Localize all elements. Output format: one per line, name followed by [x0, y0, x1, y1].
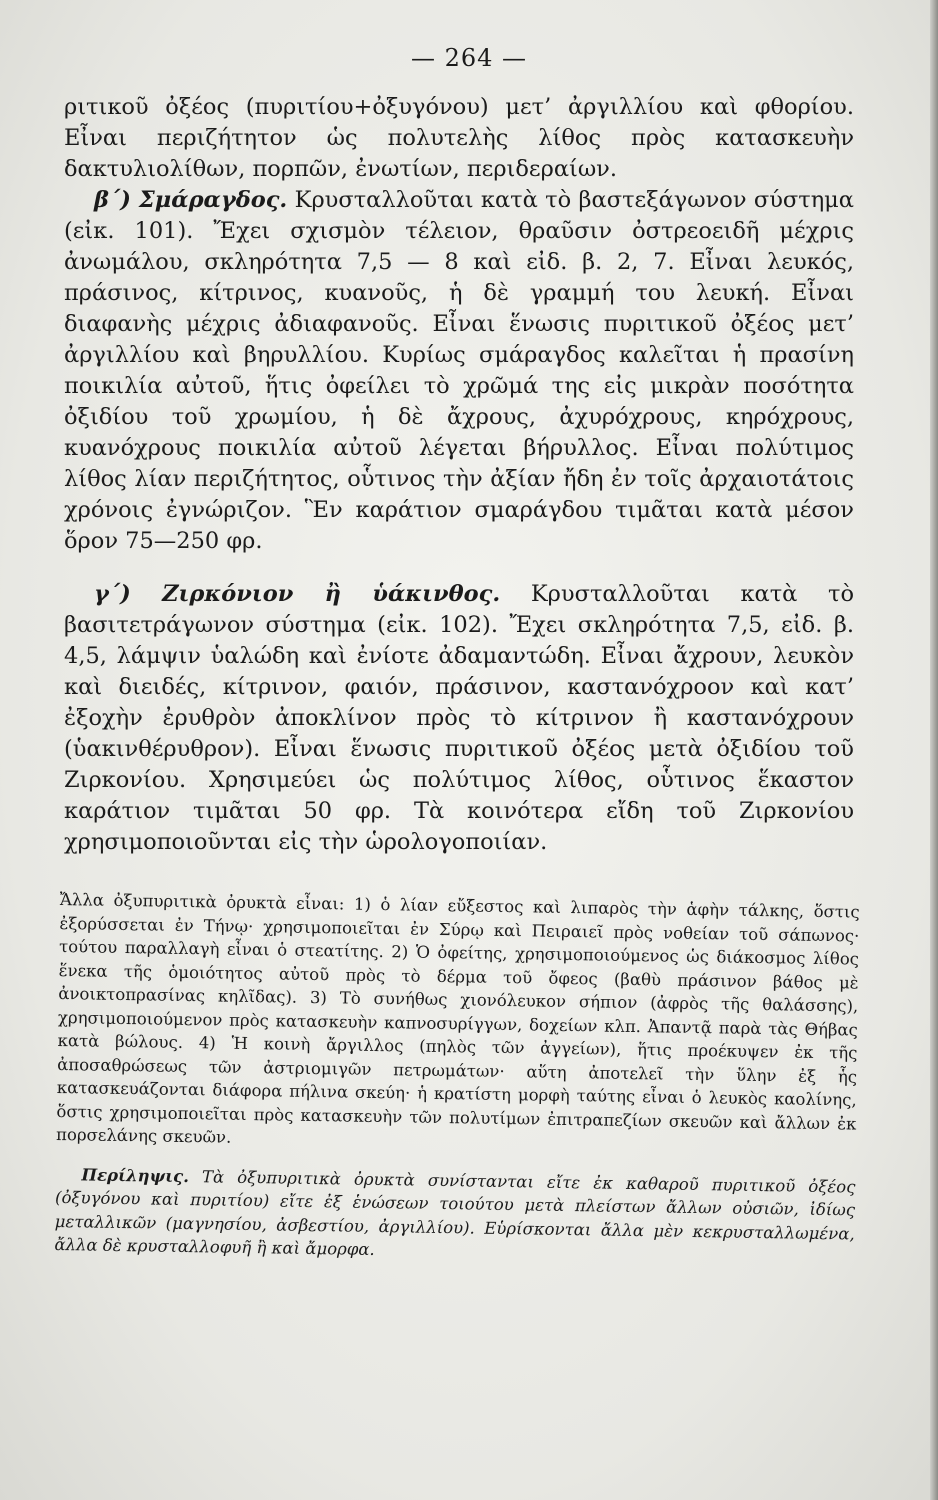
- page-number: — 264 —: [410, 44, 528, 72]
- section-text-zircon: Κρυσταλλοῦται κατὰ τὸ βασιτετράγωνον σύστημα (εἰκ. 102). Ἔχει σκληρότητα 7,5, εἰδ. β. 4,5, λάμψιν ὑαλώδη καὶ ἐνίοτε ἀδαμαντώδη. Εἶναι ἄχρουν, λευκὸν καὶ διειδές, κίτρινον, φαιόν, πράσινον, καστανόχροον καὶ κατ’ ἐξοχὴν ἐρυθρὸν ἀποκλίνον πρὸς τὸ κίτρινον ἢ καστανόχρουν (ὑακινθέρυθρον). Εἶναι ἕνωσις πυριτικοῦ ὀξέος μετὰ ὀξιδίου τοῦ Ζιρκονίου. Χρησιμεύει ὡς πολύτιμος λίθος, οὗτινος ἕκαστον καράτιον τιμᾶται 50 φρ. Τὰ κοινότερα εἴδη τοῦ Ζιρκονίου χρησιμοποιοῦνται εἰς τὴν ὡρολογοποιίαν.: [64, 581, 854, 855]
- page-edge-shadow: [930, 0, 938, 1500]
- small-print-notes: [54, 888, 860, 1269]
- paragraph-continuation: ριτικοῦ ὀξέος (πυριτίου+ὀξυγόνου) μετ’ ἀργιλλίου καὶ φθορίου. Εἶναι περιζήτητον ὡς πολυτελὴς λίθος πρὸς κατασκευὴν δακτυλιολίθων, πορπῶν, ἐνωτίων, περιδεραίων.: [64, 94, 854, 182]
- paragraph-zircon: [64, 579, 854, 858]
- section-text-emerald: Κρυσταλλοῦται κατὰ τὸ βαστεξάγωνον σύστημα (εἰκ. 101). Ἔχει σχισμὸν τέλειον, θραῦσιν ὀστρεοειδῆ μέχρις ἀνωμάλου, σκληρότητα 7,5 — 8 καὶ εἰδ. β. 2, 7. Εἶναι λευκός, πράσινος, κίτρινος, κυανοῦς, ἡ δὲ γραμμή του λευκή. Εἶναι διαφανὴς μέχρις ἀδιαφανοῦς. Εἶναι ἕνωσις πυριτικοῦ ὀξέος μετ’ ἀργιλλίου καὶ βηρυλλίου. Κυρίως σμάραγδος καλεῖται ἡ πρασίνη ποικιλία αὐτοῦ, ἥτις ὀφείλει τὸ χρῶμά της εἰς μικρὰν ποσότητα ὀξιδίου τοῦ χρωμίου, ἡ δὲ ἄχρους, ἀχυρόχρους, κηρόχρους, κυανόχρους ποικιλία αὐτοῦ λέγεται βήρυλλος. Εἶναι πολύτιμος λίθος λίαν περιζήτητος, οὗτινος τὴν ἀξίαν ἤδη ἐν τοῖς ἀρχαιοτάτοις χρόνοις ἐγνώριζον. Ἓν καράτιον σμαράγδου τιμᾶται κατὰ μέσον ὅρον 75—250 φρ.: [64, 187, 854, 554]
- section-label-zircon: γ΄) Ζιρκόνιον ἢ ὑάκινθος.: [94, 581, 501, 607]
- section-label-emerald: β΄) Σμάραγδος.: [94, 187, 288, 213]
- summary-text: Τὰ ὀξυπυριτικὰ ὀρυκτὰ συνίστανται εἴτε ἐκ καθαροῦ πυριτικοῦ ὀξέος (ὀξυγόνου καὶ πυριτίου) εἴτε ἐξ ἑνώσεων τοιούτου μετὰ πλείστων ἄλλων οὐσιῶν, ἰδίως μεταλλικῶν (μαγνησίου, ἀσβεστίου, ἀργιλλίου). Εὑρίσκονται ἄλλα μὲν κεκρυσταλλωμένα, ἄλλα δὲ κρυσταλλοφυῆ ἢ καὶ ἄμορφα.: [54, 1166, 856, 1259]
- main-text: [64, 92, 854, 858]
- notes-other-minerals: Ἄλλα ὀξυπυριτικὰ ὀρυκτὰ εἶναι: 1) ὁ λίαν εὔξεστος καὶ λιπαρὸς τὴν ἁφὴν τάλκης, ὅστις ἐξορύσσεται ἐν Τήνῳ· χρησιμοποιεῖται ἐν Σύρῳ καὶ Πειραιεῖ πρὸς νοθείαν τοῦ σάπωνος· τούτου παραλλαγὴ εἶναι ὁ στεατίτης. 2) Ὁ ὀφείτης, χρησιμοποιούμενος ὡς διάκοσμος λίθος ἕνεκα τῆς ὁμοιότητος αὐτοῦ πρὸς τὸ δέρμα τοῦ ὄφεος (βαθὺ πράσινον βάθος μὲ ἀνοικτοπρασίνας κηλῖδας). 3) Τὸ συνήθως χιονόλευκον σήπιον (ἀφρὸς τῆς θαλάσσης), χρησιμοποιούμενον πρὸς κατασκευὴν καπνοσυρίγγων, δοχείων κλπ. Ἀπαντᾷ παρὰ τὰς Θήβας κατὰ βώλους. 4) Ἡ κοινὴ ἄργιλλος (πηλὸς τῶν ἀγγείων), ἥτις προέκυψεν ἐκ τῆς ἀποσαθρώσεως τῶν ἀστριομιγῶν πετρωμάτων· αὕτη ἀποτελεῖ τὴν ὕλην ἐξ ἧς κατασκευάζονται διάφορα πήλινα σκεύη· ἡ κρατίστη μορφὴ ταύτης εἶναι ὁ λευκὸς καολίνης, ὅστις χρησιμοποιεῖται πρὸς κατασκευὴν τῶν πολυτίμων ἐπιτραπεζίων σκευῶν καὶ ἄλλων ἐκ πορσελάνης σκευῶν.: [55, 889, 860, 1147]
- summary-label: Περίληψις.: [81, 1164, 190, 1186]
- paragraph-emerald: [64, 185, 854, 557]
- summary-paragraph: [54, 1162, 855, 1269]
